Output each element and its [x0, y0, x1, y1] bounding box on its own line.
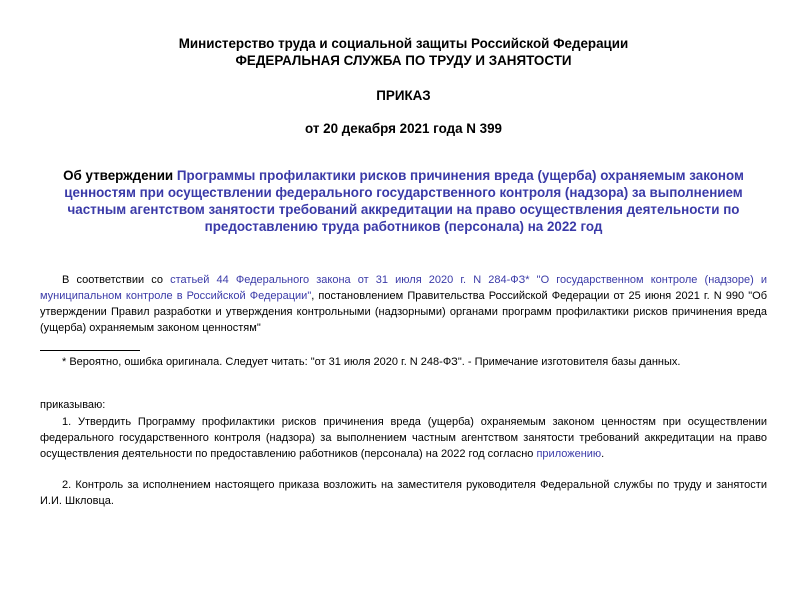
document-page	[0, 35, 807, 606]
law-article-link[interactable]: статьей 44 Федерального закона от 31 июля 2020 г. N 284-ФЗ* "О государственном контроле (надзоре) и муниципальном контроле в Российской Федерации"	[40, 274, 767, 302]
ministry-name: Министерство труда и социальной защиты Российской Федерации	[178, 36, 629, 51]
item1-end: .	[601, 448, 605, 460]
appendix-link[interactable]: приложению	[536, 448, 602, 460]
footnote: * Вероятно, ошибка оригинала. Следует читать: "от 31 июля 2020 г. N 248-ФЗ". - Примечание изготовителя базы данных.	[62, 356, 681, 368]
preamble-paragraph	[40, 272, 767, 336]
preamble-start: В соответствии со	[62, 274, 171, 286]
service-name: ФЕДЕРАЛЬНАЯ СЛУЖБА ПО ТРУДУ И ЗАНЯТОСТИ	[235, 53, 572, 68]
title-prefix: Об утверждении	[63, 168, 177, 183]
document-date-number: от 20 декабря 2021 года N 399	[305, 121, 502, 136]
decree-item-2: 2. Контроль за исполнением настоящего приказа возложить на заместителя руководителя Федеральной службы по труду и занятости И.И. Шкловца.	[40, 479, 767, 507]
footnote-separator	[40, 350, 140, 351]
document-type: ПРИКАЗ	[376, 88, 431, 103]
program-link[interactable]: Программы профилактики рисков причинения вреда (ущерба) охраняемым законом ценностям при осуществлении федерального государственного контроля (надзора) за выполнением частным агентством занятости требований аккредитации на право осуществления деятельности по предоставлению труда работников (персонала) на 2022 год	[64, 168, 744, 234]
document-title	[54, 167, 754, 235]
decree-item-1	[40, 414, 767, 462]
item1-text: 1. Утвердить Программу профилактики рисков причинения вреда (ущерба) охраняемым законом ценностям при осуществлении федерального государственного контроля (надзора) за выполнением частным агентством занятости требований аккредитации на право осуществления деятельности по предоставлению работников (персонала) на 2022 год согласно	[40, 416, 767, 460]
preamble-rest: , постановлением Правительства Российской Федерации от 25 июня 2021 г. N 990 "Об утверждении Правил разработки и утверждения контрольными (надзорными) органами программ профилактики рисков причинения вреда (ущерба) охраняемым законом ценностям"	[40, 290, 768, 334]
decree-word: приказываю:	[40, 399, 106, 411]
